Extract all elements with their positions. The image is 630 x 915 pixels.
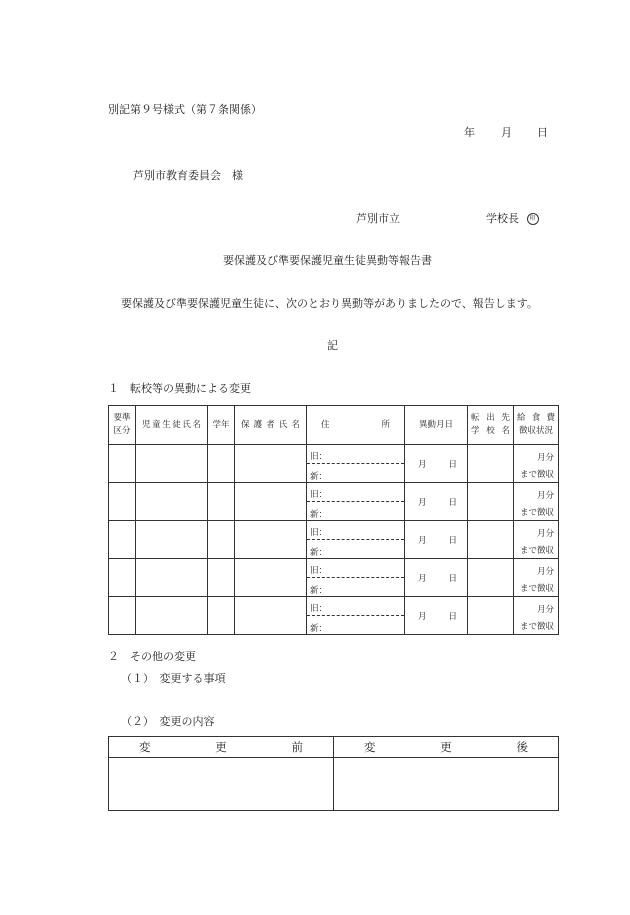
table-row — [109, 559, 559, 597]
header-category: 要準 区分 — [109, 406, 136, 445]
cell-lunch-fee[interactable]: 月分 まで徴収 — [514, 559, 559, 597]
cell-lunch-fee[interactable]: 月分 まで徴収 — [514, 597, 559, 635]
cell-after[interactable] — [334, 758, 559, 811]
sender-principal — [486, 210, 539, 226]
header-student-name: 児 童 生 徒 氏 名 — [136, 406, 208, 445]
cell-guardian-name[interactable] — [235, 521, 307, 559]
cell-student-name[interactable] — [136, 483, 208, 521]
cell-guardian-name[interactable] — [235, 559, 307, 597]
cell-guardian-name[interactable] — [235, 483, 307, 521]
transfer-table — [108, 405, 559, 635]
cell-lunch-fee[interactable]: 月分 まで徴収 — [514, 483, 559, 521]
intro-text: 要保護及び準要保護児童生徒に、次のとおり異動等がありましたので、報告します。 — [121, 297, 538, 310]
header-lunch-fee: 給 食 費 徴収状況 — [514, 406, 559, 445]
table-header-row — [109, 406, 559, 445]
cell-grade[interactable] — [208, 521, 235, 559]
seal-mark: 印 — [527, 213, 539, 225]
section2-heading: ２ その他の変更 — [108, 650, 196, 663]
principal-label: 学校長 — [486, 212, 519, 225]
table-row — [109, 483, 559, 521]
date-month: 月 — [501, 126, 512, 139]
cell-move-date[interactable]: 月 日 — [405, 559, 468, 597]
ki-mark: 記 — [327, 339, 338, 352]
cell-lunch-fee[interactable]: 月分 まで徴収 — [514, 521, 559, 559]
cell-guardian-name[interactable] — [235, 597, 307, 635]
header-move-date: 異動月日 — [405, 406, 468, 445]
cell-student-name[interactable] — [136, 445, 208, 483]
table-row — [109, 445, 559, 483]
header-after: 変 更 後 — [334, 737, 559, 758]
date-year: 年 — [464, 126, 475, 139]
change-table — [108, 736, 559, 811]
cell-guardian-name[interactable] — [235, 445, 307, 483]
cell-student-name[interactable] — [136, 597, 208, 635]
cell-grade[interactable] — [208, 483, 235, 521]
section2-sub2: （２） 変更の内容 — [121, 715, 215, 728]
cell-address[interactable]: 旧： 新： — [307, 521, 405, 559]
date-day: 日 — [537, 126, 548, 139]
cell-grade[interactable] — [208, 559, 235, 597]
document-title: 要保護及び準要保護児童生徒異動等報告書 — [223, 254, 432, 267]
cell-category[interactable] — [109, 597, 136, 635]
header-address: 住 所 — [307, 406, 405, 445]
header-transfer-school: 転 出 先 学 校 名 — [468, 406, 514, 445]
addressee: 芦別市教育委員会 様 — [133, 169, 243, 182]
cell-transfer-school[interactable] — [468, 483, 514, 521]
cell-transfer-school[interactable] — [468, 597, 514, 635]
cell-lunch-fee[interactable]: 月分 まで徴収 — [514, 445, 559, 483]
cell-address[interactable]: 旧： 新： — [307, 483, 405, 521]
section2-sub1: （１） 変更する事項 — [121, 672, 226, 685]
cell-category[interactable] — [109, 445, 136, 483]
cell-move-date[interactable]: 月 日 — [405, 521, 468, 559]
cell-address[interactable]: 旧： 新： — [307, 597, 405, 635]
cell-category[interactable] — [109, 559, 136, 597]
table-row — [109, 521, 559, 559]
sender-city: 芦別市立 — [356, 212, 400, 225]
cell-grade[interactable] — [208, 597, 235, 635]
change-row — [109, 758, 559, 811]
cell-address[interactable]: 旧： 新： — [307, 445, 405, 483]
cell-before[interactable] — [109, 758, 334, 811]
cell-grade[interactable] — [208, 445, 235, 483]
cell-address[interactable]: 旧： 新： — [307, 559, 405, 597]
cell-transfer-school[interactable] — [468, 559, 514, 597]
cell-category[interactable] — [109, 521, 136, 559]
cell-move-date[interactable]: 月 日 — [405, 483, 468, 521]
cell-move-date[interactable]: 月 日 — [405, 597, 468, 635]
cell-move-date[interactable]: 月 日 — [405, 445, 468, 483]
table-row — [109, 597, 559, 635]
header-before: 変 更 前 — [109, 737, 334, 758]
change-header-row — [109, 737, 559, 758]
header-guardian-name: 保 護 者 氏 名 — [235, 406, 307, 445]
cell-student-name[interactable] — [136, 559, 208, 597]
cell-transfer-school[interactable] — [468, 521, 514, 559]
cell-category[interactable] — [109, 483, 136, 521]
section1-heading: １ 転校等の異動による変更 — [108, 382, 251, 395]
form-number: 別記第９号様式（第７条関係） — [108, 103, 262, 116]
cell-student-name[interactable] — [136, 521, 208, 559]
cell-transfer-school[interactable] — [468, 445, 514, 483]
header-grade: 学年 — [208, 406, 235, 445]
